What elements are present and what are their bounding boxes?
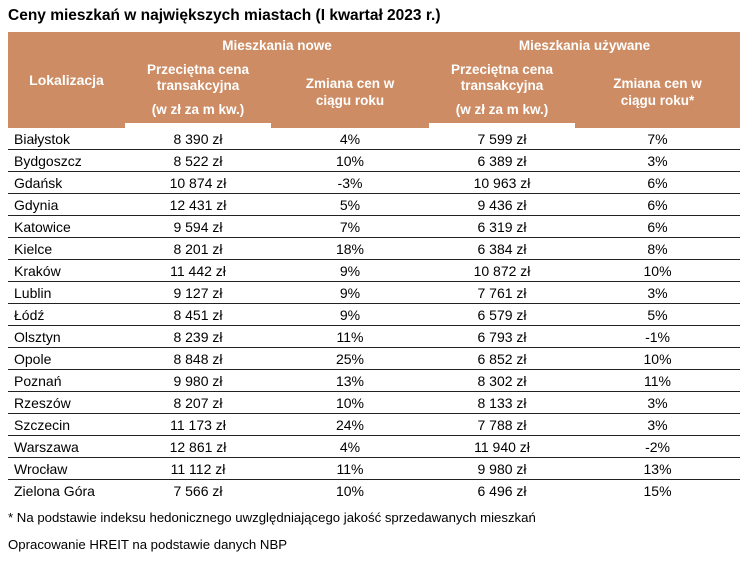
new-change-cell: 9% — [271, 282, 429, 304]
table-row — [8, 194, 740, 216]
new-price-unit-label: (w zł za m kw.) — [151, 102, 245, 118]
used-change-cell: 10% — [575, 348, 740, 370]
used-change-cell: 3% — [575, 414, 740, 436]
used-price-cell: 7 599 zł — [429, 128, 575, 150]
table-row — [8, 392, 740, 414]
used-change-cell: 11% — [575, 370, 740, 392]
used-price-label: Przeciętna cena transakcyjna — [450, 62, 554, 94]
new-change-cell: 10% — [335, 483, 365, 499]
new-price-cell: 8 201 zł — [125, 238, 271, 260]
table-row — [8, 128, 740, 150]
used-change-cell: -1% — [575, 326, 740, 348]
city-cell: Zielona Góra — [14, 483, 95, 499]
new-price-cell: 12 431 zł — [125, 194, 271, 216]
used-change-cell: 10% — [575, 260, 740, 282]
city-cell: Katowice — [8, 216, 125, 238]
table-row — [8, 348, 740, 370]
new-price-cell: 9 980 zł — [125, 370, 271, 392]
new-price-cell: 12 861 zł — [125, 436, 271, 458]
new-price-cell: 11 442 zł — [125, 260, 271, 282]
used-change-cell: -2% — [575, 436, 740, 458]
used-change-cell: 6% — [575, 194, 740, 216]
new-change-cell: 5% — [271, 194, 429, 216]
new-price-cell: 8 451 zł — [125, 304, 271, 326]
city-cell: Gdańsk — [8, 172, 125, 194]
new-change-cell: 25% — [271, 348, 429, 370]
table-header — [8, 32, 740, 128]
used-price-cell: 7 788 zł — [429, 414, 575, 436]
city-cell: Kraków — [8, 260, 125, 282]
new-change-cell: 7% — [271, 216, 429, 238]
city-cell: Szczecin — [8, 414, 125, 436]
table-row — [8, 172, 740, 194]
new-price-cell: 8 390 zł — [125, 128, 271, 150]
column-header-location: Lokalizacja — [8, 32, 125, 128]
new-change-cell: 10% — [271, 392, 429, 414]
column-group-used-flats: Mieszkania używane — [429, 32, 740, 57]
city-cell: Łódź — [8, 304, 125, 326]
new-price-label: Przeciętna cena transakcyjna — [146, 62, 250, 94]
used-change-cell: 6% — [575, 172, 740, 194]
new-change-cell: 10% — [271, 150, 429, 172]
new-change-cell: -3% — [271, 172, 429, 194]
used-change-cell: 3% — [575, 282, 740, 304]
used-price-cell: 6 579 zł — [429, 304, 575, 326]
new-change-cell: 4% — [271, 436, 429, 458]
used-price-cell: 6 496 zł — [477, 483, 527, 499]
used-change-cell: 13% — [575, 458, 740, 480]
table-row — [8, 304, 740, 326]
city-cell: Rzeszów — [8, 392, 125, 414]
table-row — [8, 370, 740, 392]
used-price-cell: 7 761 zł — [429, 282, 575, 304]
column-header-used-change — [575, 57, 740, 128]
new-change-cell: 11% — [271, 326, 429, 348]
city-cell: Warszawa — [8, 436, 125, 458]
new-price-cell: 8 239 zł — [125, 326, 271, 348]
table-row — [8, 150, 740, 172]
used-change-cell: 5% — [575, 304, 740, 326]
table-row — [8, 458, 740, 480]
city-cell: Gdynia — [8, 194, 125, 216]
new-price-cell: 11 173 zł — [125, 414, 271, 436]
used-price-cell: 6 793 zł — [429, 326, 575, 348]
used-price-cell: 8 302 zł — [429, 370, 575, 392]
new-change-cell: 9% — [271, 304, 429, 326]
used-price-cell: 10 963 zł — [429, 172, 575, 194]
city-cell: Poznań — [8, 370, 125, 392]
used-price-unit-label: (w zł za m kw.) — [455, 102, 549, 118]
used-change-cell: 7% — [575, 128, 740, 150]
used-change-cell: 8% — [575, 238, 740, 260]
used-price-cell: 11 940 zł — [429, 436, 575, 458]
footnotes — [8, 510, 740, 553]
column-header-used-price — [429, 57, 575, 128]
table-row — [8, 480, 740, 502]
new-change-cell: 11% — [271, 458, 429, 480]
column-group-new-flats: Mieszkania nowe — [125, 32, 429, 57]
city-cell: Olsztyn — [8, 326, 125, 348]
table-row — [8, 436, 740, 458]
table-row — [8, 238, 740, 260]
used-price-cell: 9 980 zł — [429, 458, 575, 480]
used-price-cell: 6 852 zł — [429, 348, 575, 370]
used-change-cell: 3% — [575, 392, 740, 414]
new-price-cell: 8 207 zł — [125, 392, 271, 414]
city-cell: Białystok — [8, 128, 125, 150]
new-change-label: Zmiana cen w ciągu roku — [305, 75, 395, 108]
city-cell: Bydgoszcz — [8, 150, 125, 172]
hedonic-index-footnote: * Na podstawie indeksu hedonicznego uwzględniającego jakość sprzedawanych mieszkań — [8, 510, 536, 525]
new-change-cell: 9% — [271, 260, 429, 282]
used-price-cell: 6 384 zł — [429, 238, 575, 260]
city-cell: Kielce — [8, 238, 125, 260]
table-row — [8, 216, 740, 238]
used-change-cell: 15% — [643, 483, 672, 499]
used-change-label: Zmiana cen w ciągu roku* — [613, 75, 702, 108]
table-row — [8, 282, 740, 304]
new-price-cell: 10 874 zł — [125, 172, 271, 194]
housing-prices-table — [8, 32, 740, 502]
new-price-cell: 9 594 zł — [125, 216, 271, 238]
used-price-cell: 6 389 zł — [429, 150, 575, 172]
table-body — [8, 128, 740, 502]
city-cell: Wrocław — [8, 458, 125, 480]
page-title: Ceny mieszkań w największych miastach (I kwartał 2023 r.) — [8, 7, 441, 24]
city-cell: Opole — [8, 348, 125, 370]
table-row — [8, 414, 740, 436]
new-price-cell: 8 522 zł — [125, 150, 271, 172]
new-change-cell: 18% — [271, 238, 429, 260]
used-price-cell: 10 872 zł — [429, 260, 575, 282]
table-row — [8, 260, 740, 282]
column-header-new-change — [271, 57, 429, 128]
used-price-cell: 9 436 zł — [429, 194, 575, 216]
city-cell: Lublin — [8, 282, 125, 304]
new-change-cell: 24% — [271, 414, 429, 436]
used-price-cell: 6 319 zł — [429, 216, 575, 238]
column-header-new-price — [125, 57, 271, 128]
source-footnote: Opracowanie HREIT na podstawie danych NBP — [8, 536, 288, 552]
new-price-cell: 11 112 zł — [125, 458, 271, 480]
new-change-cell: 4% — [271, 128, 429, 150]
used-change-cell: 3% — [575, 150, 740, 172]
used-change-cell: 6% — [575, 216, 740, 238]
new-price-cell: 7 566 zł — [173, 483, 223, 499]
used-price-cell: 8 133 zł — [429, 392, 575, 414]
table-row — [8, 326, 740, 348]
new-price-cell: 9 127 zł — [125, 282, 271, 304]
new-change-cell: 13% — [271, 370, 429, 392]
new-price-cell: 8 848 zł — [125, 348, 271, 370]
